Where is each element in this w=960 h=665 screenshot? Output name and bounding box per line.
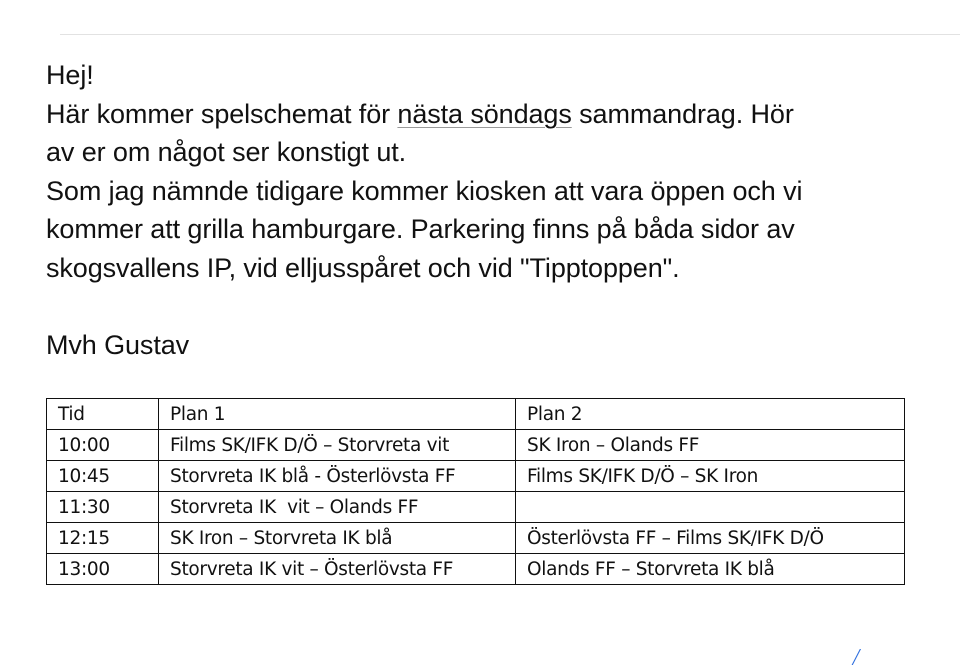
scroll-indicator-icon: ╱: [852, 649, 861, 665]
plan-2-cell: Olands FF – Storvreta IK blå: [516, 554, 905, 585]
top-divider: [60, 34, 960, 35]
message-line-4: kommer att grilla hamburgare. Parkering finns på båda sidor av: [46, 214, 795, 244]
plan-1-cell: SK Iron – Storvreta IK blå: [159, 523, 516, 554]
plan-2-cell: Österlövsta FF – Films SK/IFK D/Ö: [516, 523, 905, 554]
plan-1-cell: Storvreta IK vit – Österlövsta FF: [159, 554, 516, 585]
plan-2-cell: SK Iron – Olands FF: [516, 430, 905, 461]
message-line-1: [46, 95, 926, 134]
schedule-table: [46, 398, 905, 585]
header-plan-1: Plan 1: [159, 399, 516, 430]
time-cell: 12:15: [47, 523, 159, 554]
time-cell: 10:45: [47, 461, 159, 492]
date-link[interactable]: nästa söndags: [397, 98, 572, 129]
header-plan-2: Plan 2: [516, 399, 905, 430]
plan-2-cell: [516, 492, 905, 523]
message-body: [46, 56, 926, 364]
plan-1-cell: Films SK/IFK D/Ö – Storvreta vit: [159, 430, 516, 461]
table-row: [47, 492, 905, 523]
header-time: Tid: [47, 399, 159, 430]
plan-1-cell: Storvreta IK vit – Olands FF: [159, 492, 516, 523]
message-line-1-post: sammandrag. Hör: [571, 98, 794, 129]
greeting-line: Hej!: [46, 60, 94, 90]
table-row: [47, 554, 905, 585]
message-line-3: Som jag nämnde tidigare kommer kiosken att vara öppen och vi: [46, 175, 803, 206]
time-cell: 10:00: [47, 430, 159, 461]
table-header-row: [47, 399, 905, 430]
time-cell: 11:30: [47, 492, 159, 523]
blank-line: [46, 287, 926, 326]
plan-2-cell: Films SK/IFK D/Ö – SK Iron: [516, 461, 905, 492]
plan-1-cell: Storvreta IK blå - Österlövsta FF: [159, 461, 516, 492]
table-row: [47, 461, 905, 492]
signature: Mvh Gustav: [46, 329, 190, 360]
time-cell: 13:00: [47, 554, 159, 585]
table-row: [47, 523, 905, 554]
table-row: [47, 430, 905, 461]
message-line-2: av er om något ser konstigt ut.: [46, 137, 407, 167]
message-line-1-pre: Här kommer spelschemat för: [46, 98, 398, 129]
message-line-5: skogsvallens IP, vid elljusspåret och vid "Tipptoppen".: [46, 252, 680, 283]
